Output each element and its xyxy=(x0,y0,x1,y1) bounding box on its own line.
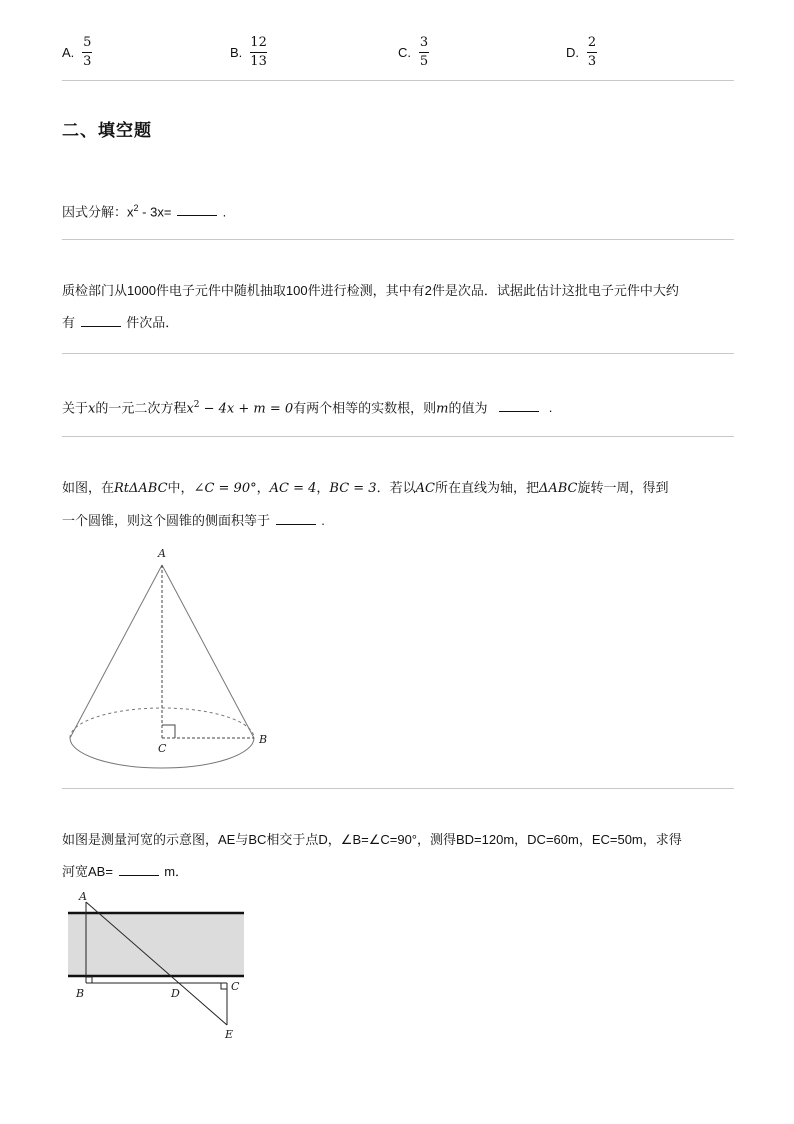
q3-post: 有两个相等的实数根，则 xyxy=(293,400,437,416)
q3-mid: 的一元二次方程 xyxy=(95,400,187,416)
q1-end: . xyxy=(222,204,227,220)
q5-line-1: 如图是测量河宽的示意图，AE与BC相交于点D，∠B=∠C=90°，测得BD=120m，DC=60m，EC=50m，求得 xyxy=(62,832,682,847)
denominator: 13 xyxy=(250,54,267,69)
q2-line-1: 质检部门从1000件电子元件中随机抽取100件进行检测，其中有2件是次品．试据此估计这批电子元件中大约 xyxy=(62,283,679,298)
river-figure xyxy=(62,888,252,1048)
fraction-bar xyxy=(587,52,597,53)
q1-exponent: 2 xyxy=(133,203,139,213)
divider xyxy=(62,788,734,789)
point-c-label: C xyxy=(231,980,240,993)
divider xyxy=(62,353,734,354)
question-5 xyxy=(62,824,734,888)
question-2 xyxy=(62,275,734,339)
right-angle-mark xyxy=(162,725,175,738)
q4-text: 如图，在 xyxy=(62,480,115,495)
question-3 xyxy=(62,389,734,425)
fraction xyxy=(82,36,92,69)
fraction-bar xyxy=(419,52,429,53)
numerator: 5 xyxy=(83,35,92,50)
answer-blank[interactable] xyxy=(499,399,539,412)
river-area xyxy=(68,913,244,976)
choice-label: D. xyxy=(566,45,579,60)
q3-end: . xyxy=(548,400,553,416)
denominator: 3 xyxy=(587,54,597,69)
denominator: 5 xyxy=(419,54,429,69)
q3-post2: 的值为 xyxy=(448,400,488,416)
q5-line-2 xyxy=(62,856,734,888)
answer-blank[interactable] xyxy=(81,314,121,327)
equation-x: x xyxy=(186,401,194,417)
denominator: 3 xyxy=(83,54,92,69)
point-d-label: D xyxy=(171,987,180,1000)
point-e-label: E xyxy=(225,1028,234,1041)
var-x: x xyxy=(88,401,96,417)
axis-label: AC xyxy=(415,481,435,496)
q1-prefix: 因式分解：x xyxy=(62,204,134,220)
numerator: 2 xyxy=(587,35,597,50)
ac-expression: AC = 4 xyxy=(269,481,317,496)
numerator: 3 xyxy=(419,35,429,50)
q4-text: ．若以 xyxy=(376,480,416,495)
divider xyxy=(62,80,734,81)
right-angle-mark-b xyxy=(86,977,92,983)
cone-right-edge xyxy=(162,565,254,738)
fraction-bar xyxy=(250,52,267,53)
q2-post: 件次品． xyxy=(126,315,179,330)
choice-label: B. xyxy=(230,45,243,60)
equation-exponent: 2 xyxy=(193,400,200,410)
point-c-label: C xyxy=(158,742,167,755)
q5-post: m． xyxy=(164,864,189,879)
section-title: 二、填空题 xyxy=(62,121,152,141)
choice-label: C. xyxy=(398,45,411,60)
q3-pre: 关于 xyxy=(62,400,89,416)
question-4 xyxy=(62,472,734,537)
triangle-label-2: ΔABC xyxy=(538,481,578,496)
triangle-label: RtΔABC xyxy=(114,481,168,496)
q4-text: 所在直线为轴，把 xyxy=(434,480,539,495)
answer-blank[interactable] xyxy=(276,512,316,525)
answer-blank[interactable] xyxy=(119,863,159,876)
fraction xyxy=(587,36,597,69)
point-a-label: A xyxy=(158,547,166,560)
q4-text: ， xyxy=(316,480,330,495)
fraction xyxy=(419,36,429,69)
divider xyxy=(62,239,734,240)
choice-b[interactable] xyxy=(230,36,267,69)
choice-c[interactable] xyxy=(398,36,429,69)
q4-text: ， xyxy=(256,480,270,495)
angle-expression: ∠C = 90° xyxy=(193,481,257,496)
q4-line-1 xyxy=(62,472,734,505)
point-b-label: B xyxy=(259,733,268,746)
right-angle-mark-c xyxy=(221,983,227,989)
q1-suffix: - 3x= xyxy=(138,204,172,220)
q2-pre: 有 xyxy=(62,315,76,330)
q4-end: . xyxy=(321,513,325,528)
answer-blank[interactable] xyxy=(177,203,217,216)
q2-line-2 xyxy=(62,307,734,339)
q4-text: 一个圆锥，则这个圆锥的侧面积等于 xyxy=(62,513,271,528)
numerator: 12 xyxy=(250,35,267,50)
q4-text: 旋转一周，得到 xyxy=(577,480,669,495)
answer-choices xyxy=(62,36,734,76)
fraction xyxy=(250,36,267,69)
point-a-label: A xyxy=(79,890,87,903)
var-m: m xyxy=(436,401,449,417)
q5-pre: 河宽AB= xyxy=(62,864,113,879)
fraction-bar xyxy=(82,52,92,53)
question-1 xyxy=(62,192,734,228)
choice-a[interactable] xyxy=(62,36,92,69)
cone-figure xyxy=(62,545,292,775)
choice-label: A. xyxy=(62,45,75,60)
choice-d[interactable] xyxy=(566,36,597,69)
point-b-label: B xyxy=(76,987,85,1000)
bc-expression: BC = 3 xyxy=(329,481,377,496)
q4-line-2 xyxy=(62,505,734,537)
divider xyxy=(62,436,734,437)
q4-text: 中， xyxy=(167,480,194,495)
equation-rest: − 4x + m = 0 xyxy=(199,401,294,417)
